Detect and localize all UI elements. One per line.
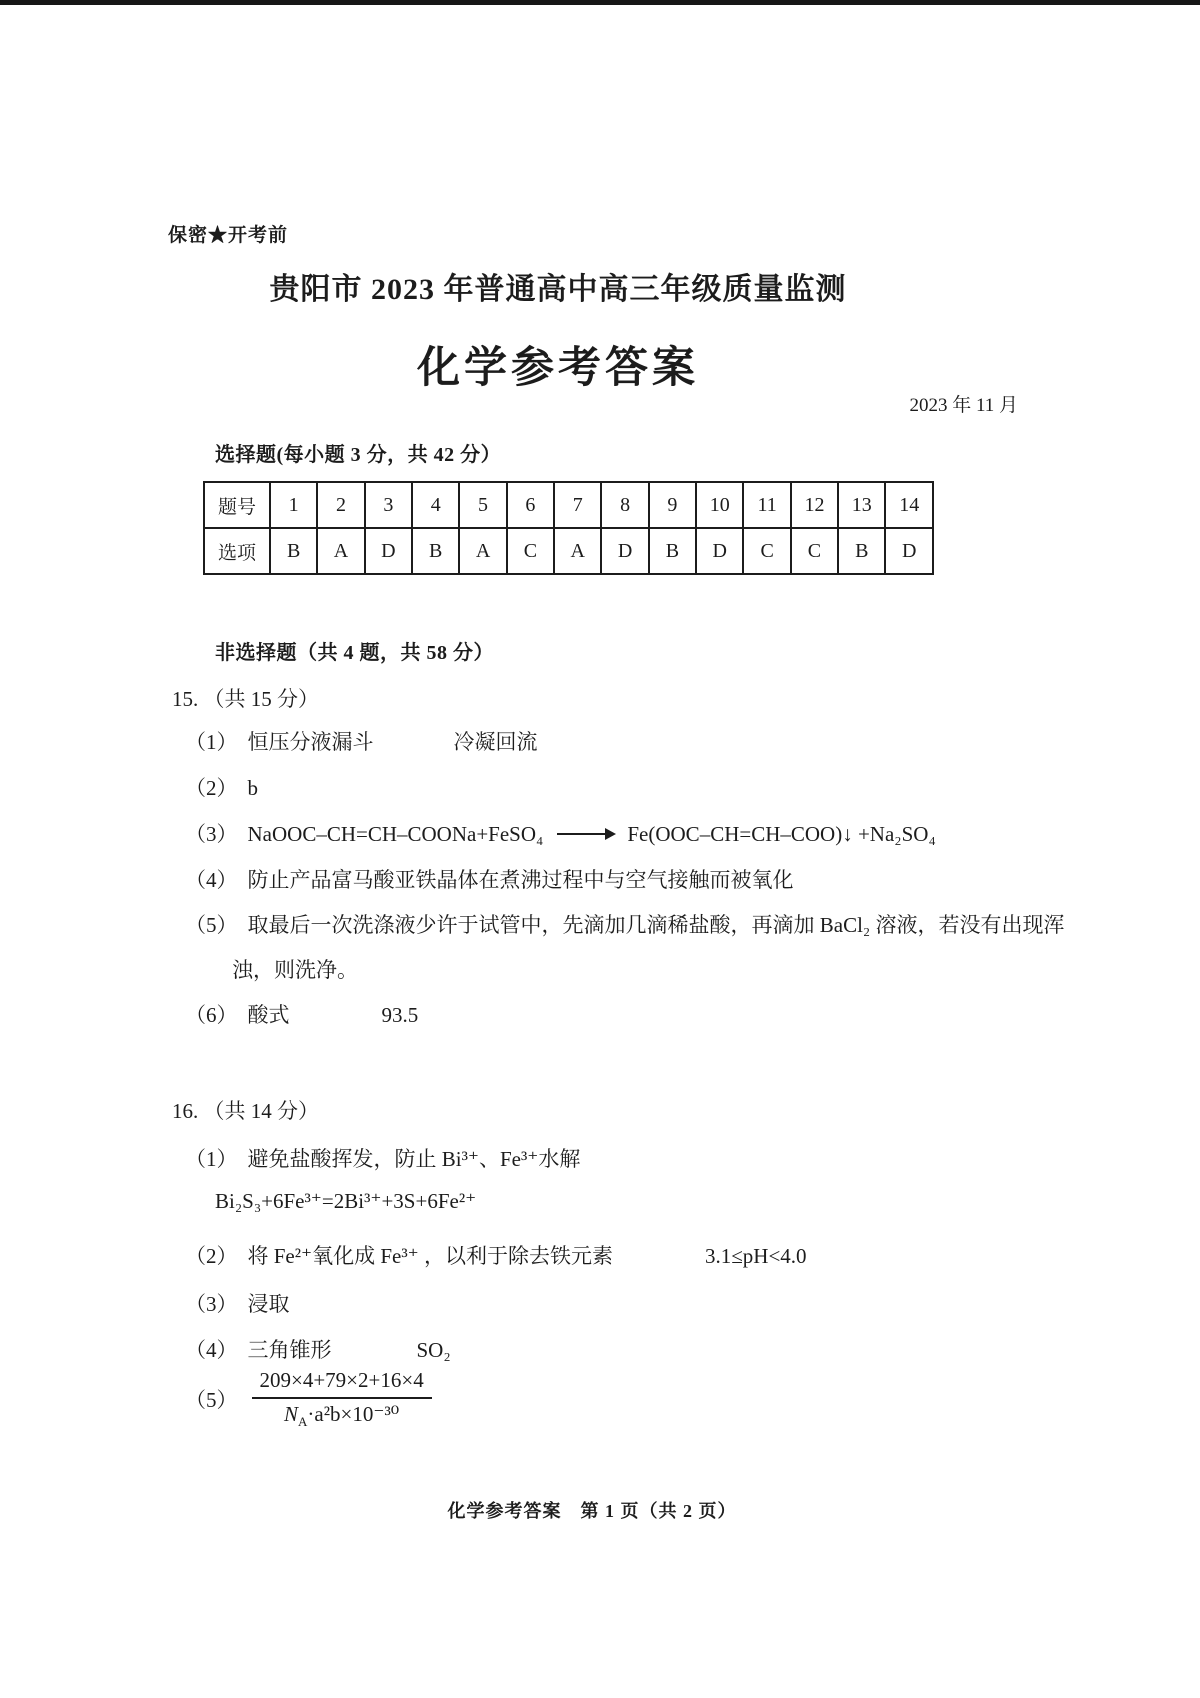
answer-line-16-4 [185, 1334, 451, 1364]
answer-cell: B [270, 528, 317, 574]
answer-cell: A [317, 528, 364, 574]
fraction-denominator [252, 1399, 432, 1430]
answer-text: 避免盐酸挥发，防止 Bi³⁺、Fe³⁺水解 [247, 1147, 581, 1171]
page-footer: 化学参考答案 第 1 页（共 2 页） [447, 1501, 737, 1521]
question-number-cell: 4 [412, 482, 459, 528]
choice-answer-table [203, 481, 934, 575]
answer-cell: A [459, 528, 506, 574]
answer-cell: C [743, 528, 790, 574]
answer-cell: A [554, 528, 601, 574]
question-number-cell: 12 [791, 482, 838, 528]
answer-text: 93.5 [381, 1003, 419, 1027]
question-number-cell: 6 [507, 482, 554, 528]
answer-text: b [247, 776, 258, 800]
answer-text: 浊，则洗净。 [232, 958, 358, 982]
answer-line-16-3 [185, 1288, 290, 1318]
item-number: （5） [185, 1388, 238, 1413]
item-number: （2） [185, 776, 238, 800]
reaction-arrow-icon [557, 833, 613, 835]
question-number-cell: 1 [270, 482, 317, 528]
scan-edge-artifact [0, 0, 1200, 5]
item-number: （6） [185, 1003, 238, 1027]
variable-n-subscript: A [298, 1414, 308, 1430]
item-number: （3） [185, 822, 238, 846]
item-number: （3） [185, 1292, 238, 1316]
question-number-cell: 14 [885, 482, 933, 528]
variable-n: N [284, 1402, 299, 1426]
answer-line-15-1 [185, 726, 538, 756]
title-block [0, 264, 1116, 395]
choice-section-heading: 选择题(每小题 3 分，共 42 分） [215, 444, 502, 466]
item-number: （4） [185, 868, 238, 892]
answer-cell: D [601, 528, 648, 574]
item-number: （2） [185, 1244, 238, 1268]
answer-line-16-1 [185, 1143, 580, 1173]
answer-line-16-5 [185, 1368, 432, 1430]
answer-line-15-5 [185, 909, 1065, 939]
item-number: （5） [185, 913, 238, 937]
answer-option-row [204, 528, 933, 574]
question-15-title: 15. （共 15 分） [172, 687, 319, 711]
question-16-title: 16. （共 14 分） [172, 1099, 319, 1123]
chemical-equation: Bi₂S₃+6Fe³⁺=2Bi³⁺+3S+6Fe²⁺ [215, 1189, 477, 1213]
answer-line-15-6 [185, 999, 418, 1029]
question-number-cell: 11 [743, 482, 790, 528]
chemical-equation-lhs: NaOOC–CH=CH–COONa+FeSO₄ [247, 822, 544, 846]
answer-line-15-3 [185, 818, 936, 848]
fraction-answer [252, 1368, 432, 1430]
question-number-cell: 2 [317, 482, 364, 528]
answer-text: 酸式 [247, 1003, 290, 1027]
answer-line-15-2 [185, 772, 258, 802]
denominator-rest: ·a²b×10⁻³⁰ [307, 1402, 400, 1426]
answer-line-16-1-equation [215, 1189, 476, 1214]
answer-text: 恒压分液漏斗 [247, 730, 374, 754]
answer-line-16-2 [185, 1240, 807, 1270]
non-choice-section-heading: 非选择题（共 4 题，共 58 分） [215, 642, 494, 664]
exam-date: 2023 年 11 月 [909, 395, 1018, 416]
answer-cell: C [507, 528, 554, 574]
answer-text: 将 Fe²⁺氧化成 Fe³⁺ ，以利于除去铁元素 [247, 1244, 614, 1268]
answer-cell: C [791, 528, 838, 574]
question-number-cell: 10 [696, 482, 743, 528]
answer-line-15-4 [185, 864, 794, 894]
question-number-cell: 9 [649, 482, 696, 528]
answer-text: 取最后一次洗涤液少许于试管中，先滴加几滴稀盐酸，再滴加 BaCl₂ 溶液，若没有出现浑 [247, 913, 1065, 937]
subject-title: 化学参考答案 [417, 345, 699, 392]
question-number-cell: 8 [601, 482, 648, 528]
row-header-question-number: 题号 [204, 482, 270, 528]
question-number-cell: 7 [554, 482, 601, 528]
answer-cell: D [365, 528, 412, 574]
answer-text: 三角锥形 [247, 1338, 332, 1362]
question-number-cell: 5 [459, 482, 506, 528]
answer-cell: B [649, 528, 696, 574]
item-number: （1） [185, 730, 238, 754]
answer-text: 冷凝回流 [453, 730, 538, 754]
question-number-cell: 13 [838, 482, 885, 528]
answer-text: SO₂ [416, 1338, 451, 1362]
answer-cell: B [412, 528, 459, 574]
answer-cell: D [885, 528, 933, 574]
question-number-row [204, 482, 933, 528]
item-number: （1） [185, 1147, 238, 1171]
fraction-numerator: 209×4+79×2+16×4 [252, 1368, 432, 1399]
item-number: （4） [185, 1338, 238, 1362]
exam-title: 贵阳市 2023 年普通高中高三年级质量监测 [269, 273, 847, 306]
answer-cell: D [696, 528, 743, 574]
confidential-notice: 保密★开考前 [168, 225, 289, 246]
answer-text: 防止产品富马酸亚铁晶体在煮沸过程中与空气接触而被氧化 [247, 868, 794, 892]
chemical-equation-rhs: Fe(OOC–CH=CH–COO)↓ +Na₂SO₄ [627, 822, 936, 846]
answer-text: 浸取 [247, 1292, 290, 1316]
row-header-option: 选项 [204, 528, 270, 574]
answer-text: 3.1≤pH<4.0 [705, 1244, 807, 1268]
question-number-cell: 3 [365, 482, 412, 528]
answer-line-15-5-cont [232, 954, 358, 984]
answer-cell: B [838, 528, 885, 574]
